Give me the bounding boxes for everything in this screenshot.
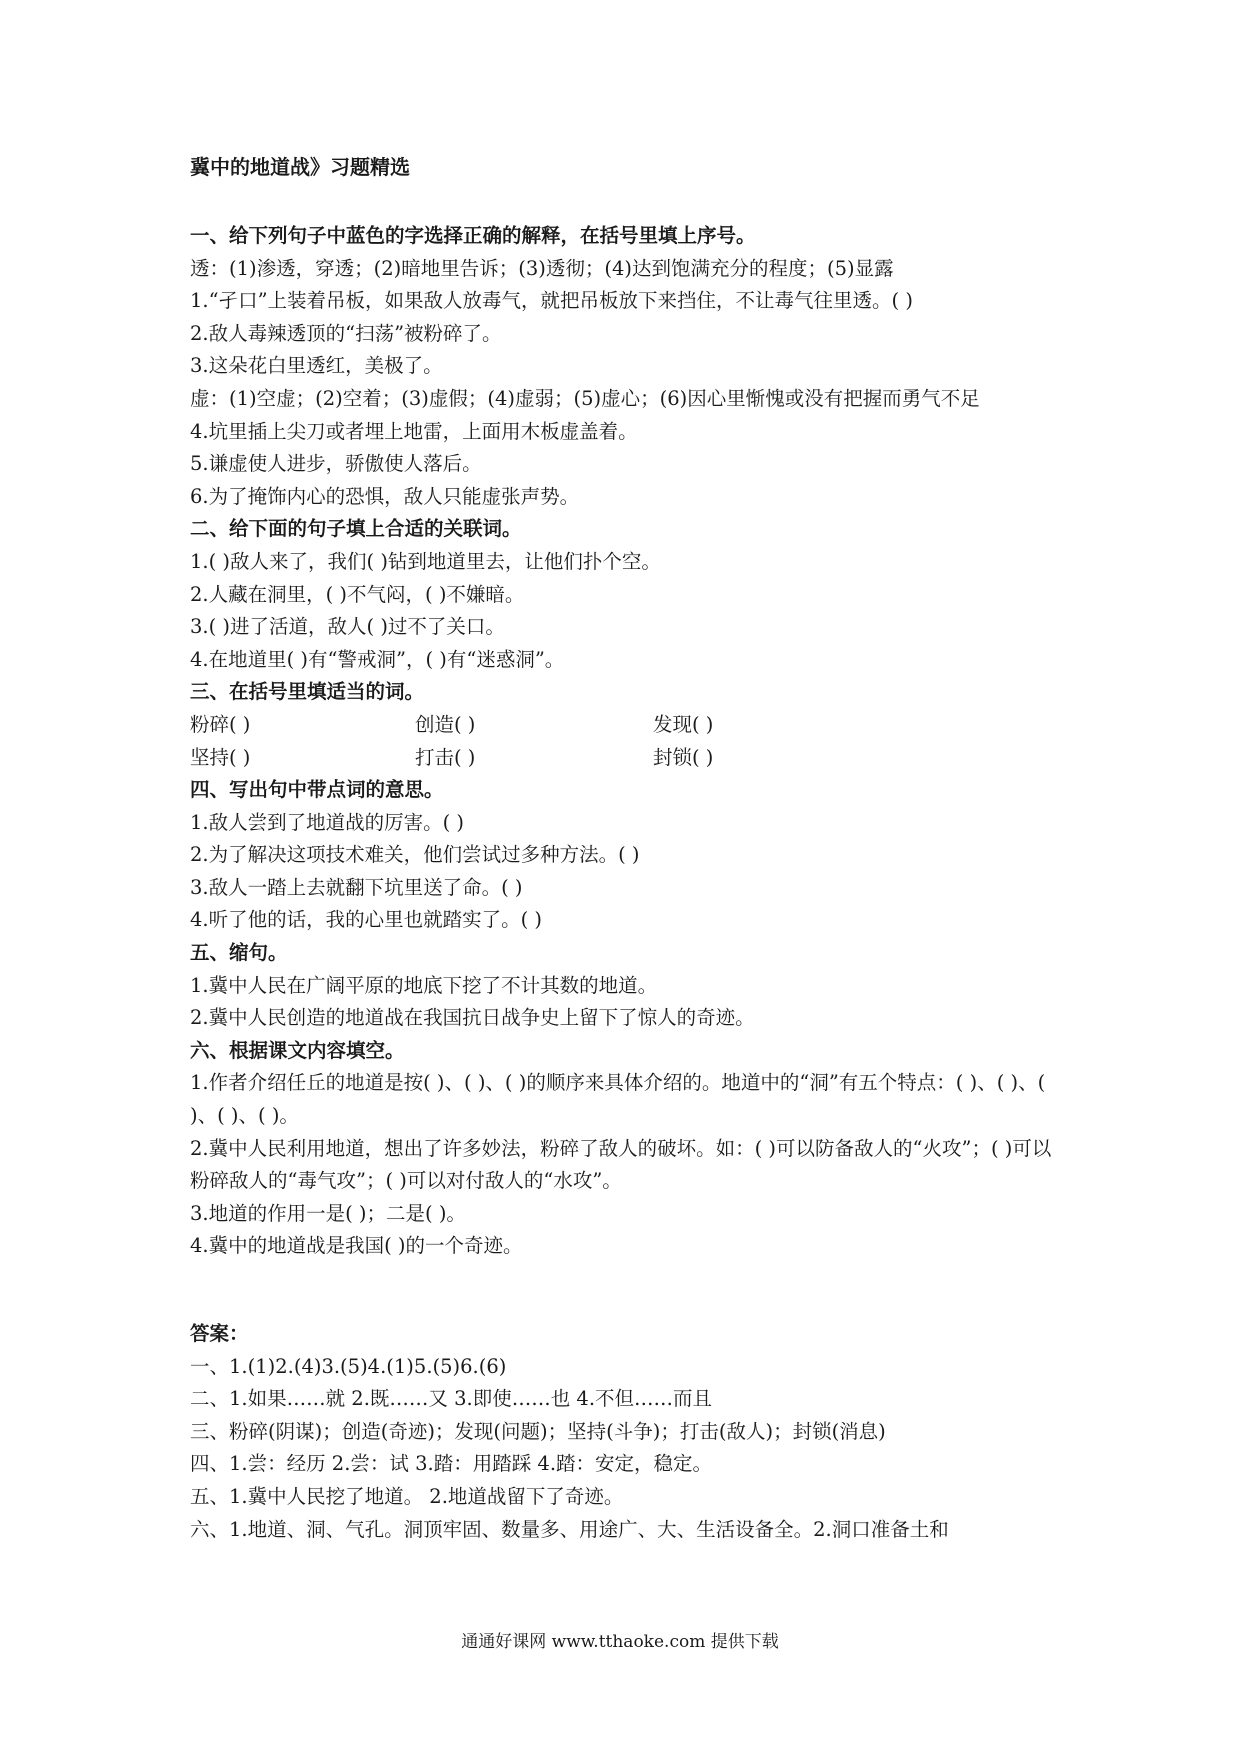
spacer — [190, 1263, 1070, 1318]
word-fill-item: 坚持( ) — [190, 745, 251, 769]
answer-line: 一、1.(1)2.(4)3.(5)4.(1)5.(5)6.(6) — [190, 1354, 507, 1378]
exercise-line: 2.敌人毒辣透顶的“扫荡”被粉碎了。 — [190, 321, 502, 345]
answer-line: 六、1.地道、洞、气孔。洞顶牢固、数量多、用途广、大、生活设备全。2.洞口准备土和 — [190, 1517, 949, 1541]
exercise-line: 2.冀中人民创造的地道战在我国抗日战争史上留下了惊人的奇迹。 — [190, 1006, 755, 1030]
exercise-line: 6.为了掩饰内心的恐惧，敌人只能虚张声势。 — [190, 484, 580, 508]
word-fill-item: 粉碎( ) — [190, 712, 251, 736]
answer-line: 五、1.冀中人民挖了地道。 2.地道战留下了奇迹。 — [190, 1484, 624, 1508]
page-title: 冀中的地道战》习题精选 — [190, 155, 410, 179]
word-fill-item: 创造( ) — [415, 712, 476, 736]
section-heading: 六、根据课文内容填空。 — [190, 1038, 405, 1062]
answer-line: 三、粉碎(阴谋)；创造(奇迹)；发现(问题)；坚持(斗争)；打击(敌人)；封锁(消息) — [190, 1419, 886, 1443]
exercise-paragraph: 1.作者介绍任丘的地道是按( )、( )、( )的顺序来具体介绍的。地道中的“洞”有五个特点：( )、( )、( )、( )、( )。 — [190, 1071, 1046, 1128]
exercise-line: 3.( )进了活道，敌人( )过不了关口。 — [190, 615, 505, 639]
exercise-line: 2.人藏在洞里，( )不气闷，( )不嫌暗。 — [190, 582, 525, 606]
exercise-line: 1.“孑口”上装着吊板，如果敌人放毒气，就把吊板放下来挡住，不让毒气往里透。( ) — [190, 289, 913, 313]
word-fill-row — [190, 709, 1070, 742]
exercise-line: 3.敌人一踏上去就翻下坑里送了命。( ) — [190, 875, 523, 899]
word-fill-item: 封锁( ) — [653, 745, 714, 769]
exercise-line: 5.谦虚使人进步，骄傲使人落后。 — [190, 452, 482, 476]
answer-line: 四、1.尝：经历 2.尝：试 3.踏：用踏踩 4.踏：安定，稳定。 — [190, 1452, 713, 1476]
exercise-line: 2.为了解决这项技术难关，他们尝试过多种方法。( ) — [190, 843, 640, 867]
word-fill-item: 发现( ) — [653, 712, 714, 736]
exercise-line: 4.冀中的地道战是我国( )的一个奇迹。 — [190, 1234, 523, 1258]
answers-heading: 答案： — [190, 1322, 249, 1345]
exercise-line: 1.( )敌人来了，我们( )钻到地道里去，让他们扑个空。 — [190, 549, 661, 573]
word-fill-row — [190, 742, 1070, 775]
section-heading: 三、在括号里填适当的词。 — [190, 680, 425, 704]
section-heading: 一、给下列句子中蓝色的字选择正确的解释，在括号里填上序号。 — [190, 224, 756, 247]
exercise-line: 3.地道的作用一是( )；二是( )。 — [190, 1201, 466, 1225]
exercise-body — [190, 220, 1070, 1546]
word-fill-item: 打击( ) — [415, 745, 476, 769]
exercise-paragraph: 2.冀中人民利用地道，想出了许多妙法，粉碎了敌人的破坏。如：( )可以防备敌人的“火攻”；( )可以粉碎敌人的“毒气攻”；( )可以对付敌人的“水攻”。 — [190, 1136, 1052, 1193]
exercise-line: 虚：(1)空虚；(2)空着；(3)虚假；(4)虚弱；(5)虚心；(6)因心里惭愧或没有把握而勇气不足 — [190, 386, 980, 410]
exercise-line: 4.在地道里( )有“警戒洞”，( )有“迷惑洞”。 — [190, 647, 565, 671]
page-footer: 通通好课网 www.tthaoke.com 提供下载 — [461, 1632, 779, 1652]
exercise-line: 3.这朵花白里透红，美极了。 — [190, 354, 443, 378]
exercise-line: 1.冀中人民在广阔平原的地底下挖了不计其数的地道。 — [190, 973, 658, 997]
exercise-line: 4.坑里插上尖刀或者埋上地雷，上面用木板虚盖着。 — [190, 419, 638, 443]
exercise-line: 透：(1)渗透，穿透；(2)暗地里告诉；(3)透彻；(4)达到饱满充分的程度；(5)显露 — [190, 256, 894, 280]
exercise-line: 1.敌人尝到了地道战的厉害。( ) — [190, 810, 465, 834]
section-heading: 五、缩句。 — [190, 941, 288, 965]
section-heading: 四、写出句中带点词的意思。 — [190, 778, 444, 802]
exercise-line: 4.听了他的话，我的心里也就踏实了。( ) — [190, 908, 543, 932]
answer-line: 二、1.如果……就 2.既……又 3.即使……也 4.不但……而且 — [190, 1387, 713, 1411]
section-heading: 二、给下面的句子填上合适的关联词。 — [190, 517, 522, 541]
